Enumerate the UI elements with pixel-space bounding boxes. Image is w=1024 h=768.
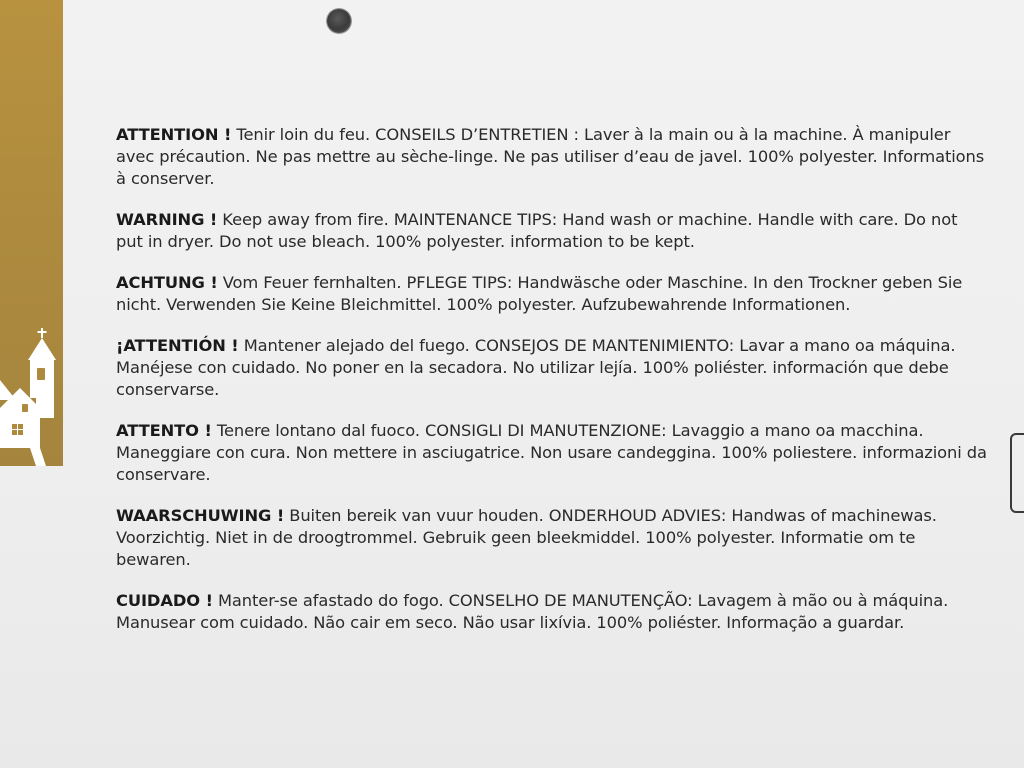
notice-body: Mantener alejado del fuego. CONSEJOS DE MANTENIMIENTO: Lavar a mano oa máquina. Manéjese con cuidado. No poner en la secadora. No utilizar lejía. 100% poliéster. información que debe conservarse. xyxy=(116,336,956,399)
notice-body: Buiten bereik van vuur houden. ONDERHOUD ADVIES: Handwas of machinewas. Voorzichtig. Niet in de droogtrommel. Gebruik geen bleekmiddel. 100% polyester. Informatie om te bewaren. xyxy=(116,506,937,569)
notice-english xyxy=(116,209,988,253)
church-house-icon xyxy=(0,328,63,466)
notice-body: Tenir loin du feu. CONSEILS D’ENTRETIEN : Laver à la main ou à la machine. À manipuler avec précaution. Ne pas mettre au sèche-linge. Ne pas utiliser d’eau de javel. 100% polyester. Informations à conserver. xyxy=(116,125,985,188)
notice-italian xyxy=(116,420,988,486)
notice-dutch xyxy=(116,505,988,571)
care-instructions xyxy=(116,124,988,653)
notice-heading: ATTENTO ! xyxy=(116,421,212,440)
notice-heading: ¡ATTENTIÓN ! xyxy=(116,336,239,355)
card-edge-tab xyxy=(1010,433,1024,513)
notice-heading: WAARSCHUWING ! xyxy=(116,506,285,525)
notice-body: Manter-se afastado do fogo. CONSELHO DE MANUTENÇÃO: Lavagem à mão ou à máquina. Manusear com cuidado. Não cair em seco. Não usar lixívia. 100% poliéster. Informação a guardar. xyxy=(116,591,949,632)
notice-portuguese xyxy=(116,590,988,634)
notice-body: Keep away from fire. MAINTENANCE TIPS: Hand wash or machine. Handle with care. Do not put in dryer. Do not use bleach. 100% polyester. information to be kept. xyxy=(116,210,958,251)
notice-heading: ACHTUNG ! xyxy=(116,273,218,292)
notice-heading: WARNING ! xyxy=(116,210,218,229)
notice-heading: ATTENTION ! xyxy=(116,125,232,144)
notice-heading: CUIDADO ! xyxy=(116,591,213,610)
notice-french xyxy=(116,124,988,190)
notice-spanish xyxy=(116,335,988,401)
notice-german xyxy=(116,272,988,316)
notice-body: Tenere lontano dal fuoco. CONSIGLI DI MANUTENZIONE: Lavaggio a mano oa macchina. Maneggiare con cura. Non mettere in asciugatrice. Non usare candeggina. 100% poliestere. informazioni da conservare. xyxy=(116,421,987,484)
notice-body: Vom Feuer fernhalten. PFLEGE TIPS: Handwäsche oder Maschine. In den Trockner geben Sie nicht. Verwenden Sie Keine Bleichmittel. 100% polyester. Aufzubewahrende Informationen. xyxy=(116,273,963,314)
hang-hole xyxy=(327,9,351,33)
